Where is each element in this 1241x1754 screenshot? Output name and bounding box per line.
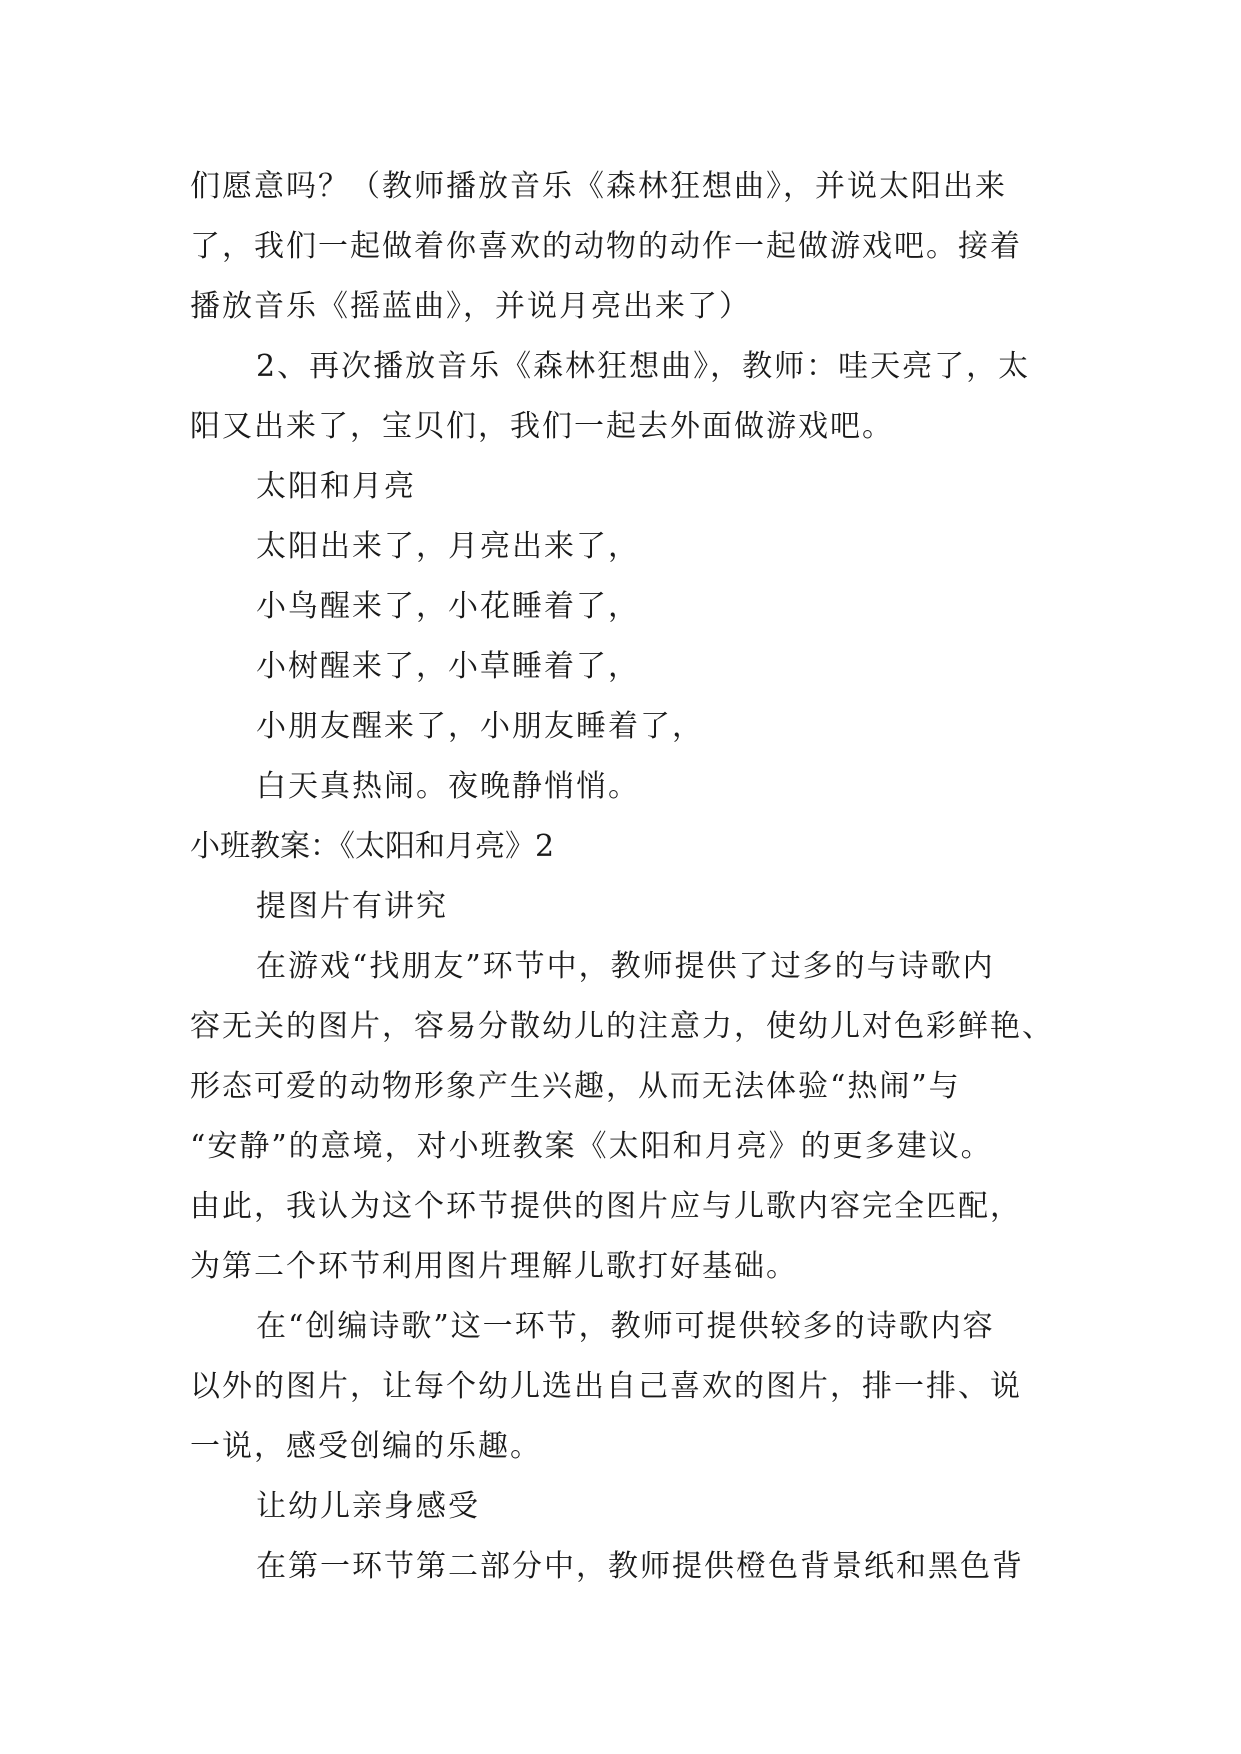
text-line: 由此，我认为这个环节提供的图片应与儿歌内容完全匹配，	[190, 1189, 1022, 1224]
poem-line: 小鸟醒来了，小花睡着了，	[256, 589, 640, 624]
poem-line: 白天真热闹。夜晚静悄悄。	[256, 769, 640, 804]
text-line: 以外的图片，让每个幼儿选出自己喜欢的图片，排一排、说	[190, 1369, 1022, 1404]
poem-line: 小树醒来了，小草睡着了，	[256, 649, 640, 684]
text-line: 了，我们一起做着你喜欢的动物的动作一起做游戏吧。接着	[190, 229, 1022, 264]
text-line: 在游戏“找朋友”环节中，教师提供了过多的与诗歌内	[256, 949, 995, 984]
poem-line: 太阳出来了，月亮出来了，	[256, 529, 640, 564]
text-line: 容无关的图片，容易分散幼儿的注意力，使幼儿对色彩鲜艳、	[190, 1009, 1054, 1044]
poem-title: 太阳和月亮	[256, 469, 416, 504]
text-line: 播放音乐《摇蓝曲》，并说月亮出来了）	[190, 289, 751, 324]
text-line: 一说，感受创编的乐趣。	[190, 1429, 542, 1464]
text-line: “安静”的意境，对小班教案《太阳和月亮》的更多建议。	[190, 1129, 993, 1164]
text-line: 为第二个环节利用图片理解儿歌打好基础。	[190, 1249, 798, 1284]
text-line: 们愿意吗？（教师播放音乐《森林狂想曲》，并说太阳出来	[190, 169, 1007, 204]
text-line: 在第一环节第二部分中，教师提供橙色背景纸和黑色背	[256, 1549, 1024, 1584]
text-line: 阳又出来了，宝贝们，我们一起去外面做游戏吧。	[190, 409, 894, 444]
subheading: 提图片有讲究	[256, 889, 448, 924]
subheading: 让幼儿亲身感受	[256, 1489, 480, 1524]
poem-line: 小朋友醒来了，小朋友睡着了，	[256, 709, 704, 744]
text-line: 形态可爱的动物形象产生兴趣，从而无法体验“热闹”与	[190, 1069, 961, 1104]
text-line: 在“创编诗歌”这一环节，教师可提供较多的诗歌内容	[256, 1309, 995, 1344]
text-line: 2、再次播放音乐《森林狂想曲》，教师：哇天亮了，太	[256, 349, 1031, 384]
document-body	[190, 157, 1070, 1597]
section-heading: 小班教案：《太阳和月亮》2	[190, 829, 555, 864]
